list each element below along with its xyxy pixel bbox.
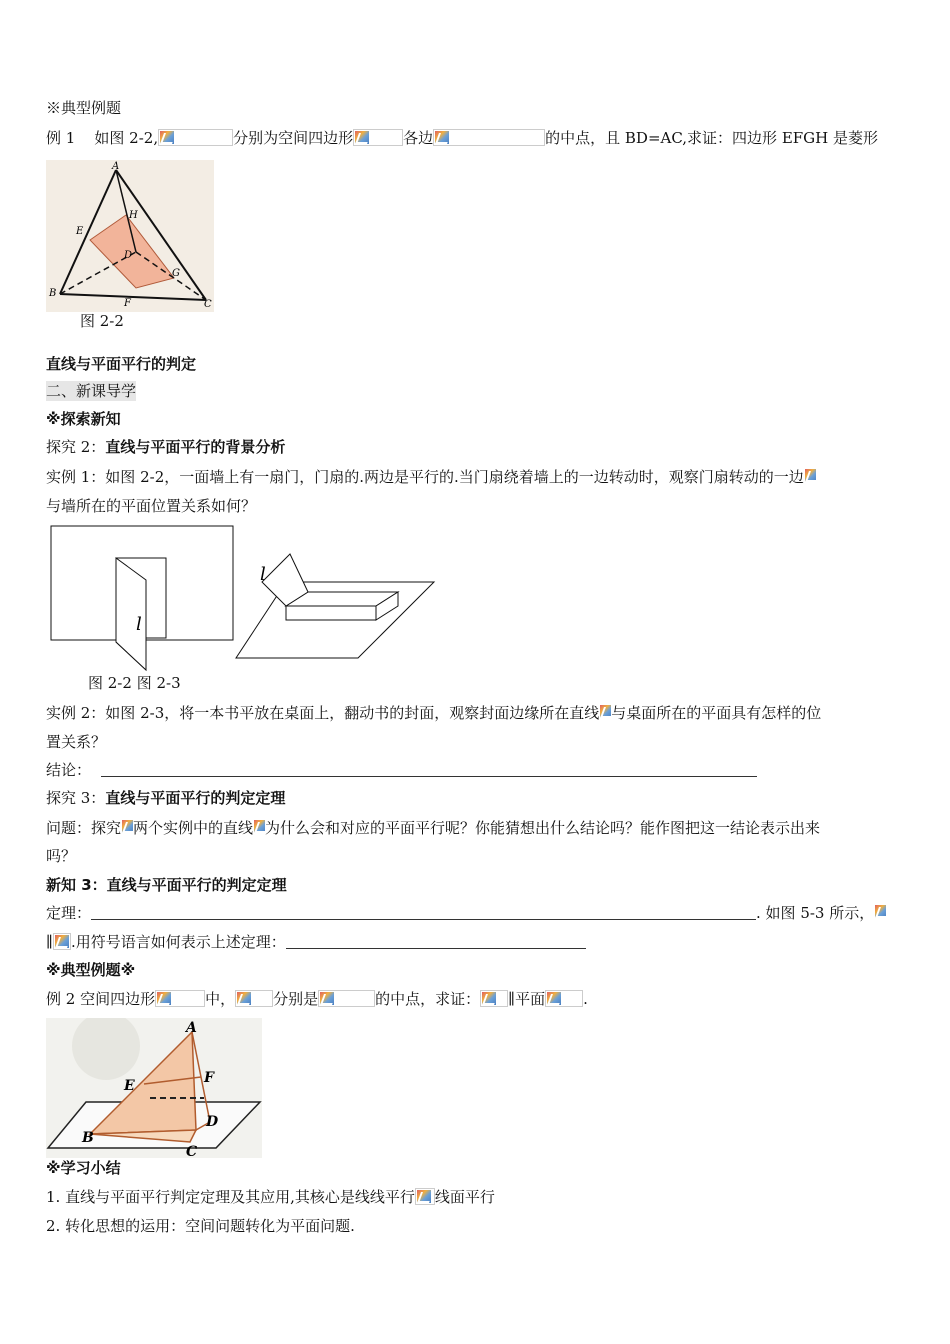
label-f: F: [204, 1070, 214, 1086]
figure-caption: 图 2-2 图 2-3: [88, 674, 181, 692]
formula-image-icon: [121, 819, 133, 836]
label-b: B: [82, 1130, 94, 1146]
formula-image-icon: [480, 990, 508, 1007]
instance-2-line1: 实例 2：如图 2-3，将一本书平放在桌面上，翻动书的封面，观察封面边缘所在直线 与桌面所在的平面具有怎样的位: [46, 704, 822, 722]
tetrahedron-figure: [46, 160, 214, 312]
example-1: 例 1 如图 2-2, 分别为空间四边形 各边 的中点，且 BD=AC,求证：四边形 EFGH 是菱形: [46, 129, 879, 147]
theorem-line2: ∥ .用符号语言如何表示上述定理：: [46, 932, 586, 952]
summary-item-2: 2. 转化思想的运用：空间问题转化为平面问题.: [46, 1217, 355, 1235]
conclusion-blank[interactable]: [101, 762, 757, 777]
example-2: 例 2 空间四边形 中， 分别是 的中点，求证： ∥平面 .: [46, 990, 588, 1008]
label-d: D: [206, 1114, 219, 1130]
label-a: A: [186, 1020, 197, 1036]
figure-caption: 图 2-2: [80, 312, 124, 330]
theorem-blank[interactable]: [91, 905, 756, 920]
book-figure: [234, 548, 439, 663]
label-h: H: [129, 210, 138, 221]
formula-image-icon: [235, 990, 273, 1007]
formula-image-icon: [433, 129, 545, 146]
label-e: E: [124, 1078, 135, 1094]
formula-image-icon: [599, 704, 611, 721]
line-l-label: l: [136, 614, 142, 635]
section-title: 直线与平面平行的判定: [46, 355, 197, 373]
formula-image-icon: [253, 819, 265, 836]
formula-image-icon: [318, 990, 375, 1007]
formula-image-icon: [53, 933, 71, 950]
formula-image-icon: [415, 1188, 435, 1205]
label-e: E: [76, 226, 84, 237]
label-a: A: [112, 161, 120, 172]
formula-image-icon: [155, 990, 205, 1007]
label-g: G: [172, 268, 180, 279]
conclusion: 结论：: [46, 760, 757, 780]
summary-header: ※学习小结: [46, 1159, 121, 1177]
example-1-label: 例 1: [46, 129, 76, 147]
label-c: C: [204, 299, 212, 310]
question-line1: 问题：探究 两个实例中的直线 为什么会和对应的平面平行呢？你能猜想出什么结论吗？能作图把这一结论表示出来: [46, 819, 821, 837]
example-2-header: ※典型例题※: [46, 961, 136, 979]
formula-image-icon: [158, 129, 233, 146]
plane-triangle-figure: [46, 1018, 262, 1158]
instance-1-line2: 与墙所在的平面位置关系如何？: [46, 497, 257, 515]
label-f: F: [124, 298, 131, 309]
formula-image-icon: [353, 129, 403, 146]
formula-image-icon: [545, 990, 583, 1007]
theorem-line1: 定理： . 如图 5-3 所示，: [46, 903, 886, 923]
label-d: D: [124, 250, 133, 261]
explore-header: ※探索新知: [46, 410, 121, 428]
instance-1-line1: 实例 1：如图 2-2，一面墙上有一扇门，门扇的.两边是平行的.当门扇绕着墙上的一边转动时，观察门扇转动的一边: [46, 467, 816, 487]
formula-image-icon: [804, 468, 816, 485]
symbol-blank[interactable]: [286, 934, 586, 949]
formula-image-icon: [874, 904, 886, 921]
probe-2: 探究 2：直线与平面平行的背景分析: [46, 438, 286, 456]
probe-3: 探究 3：直线与平面平行的判定定理: [46, 789, 286, 807]
label-b: B: [49, 288, 57, 299]
new-knowledge-3: 新知 3：直线与平面平行的判定定理: [46, 876, 287, 894]
example-header: ※典型例题: [46, 99, 122, 117]
sub-title: 二、新课导学: [46, 382, 137, 400]
instance-2-line2: 置关系？: [46, 733, 107, 751]
line-l-label: l: [260, 564, 266, 585]
question-line2: 吗？: [46, 847, 77, 865]
summary-item-1: 1. 直线与平面平行判定定理及其应用,其核心是线线平行 线面平行: [46, 1188, 495, 1206]
label-c: C: [186, 1144, 198, 1158]
door-figure: [46, 522, 236, 672]
